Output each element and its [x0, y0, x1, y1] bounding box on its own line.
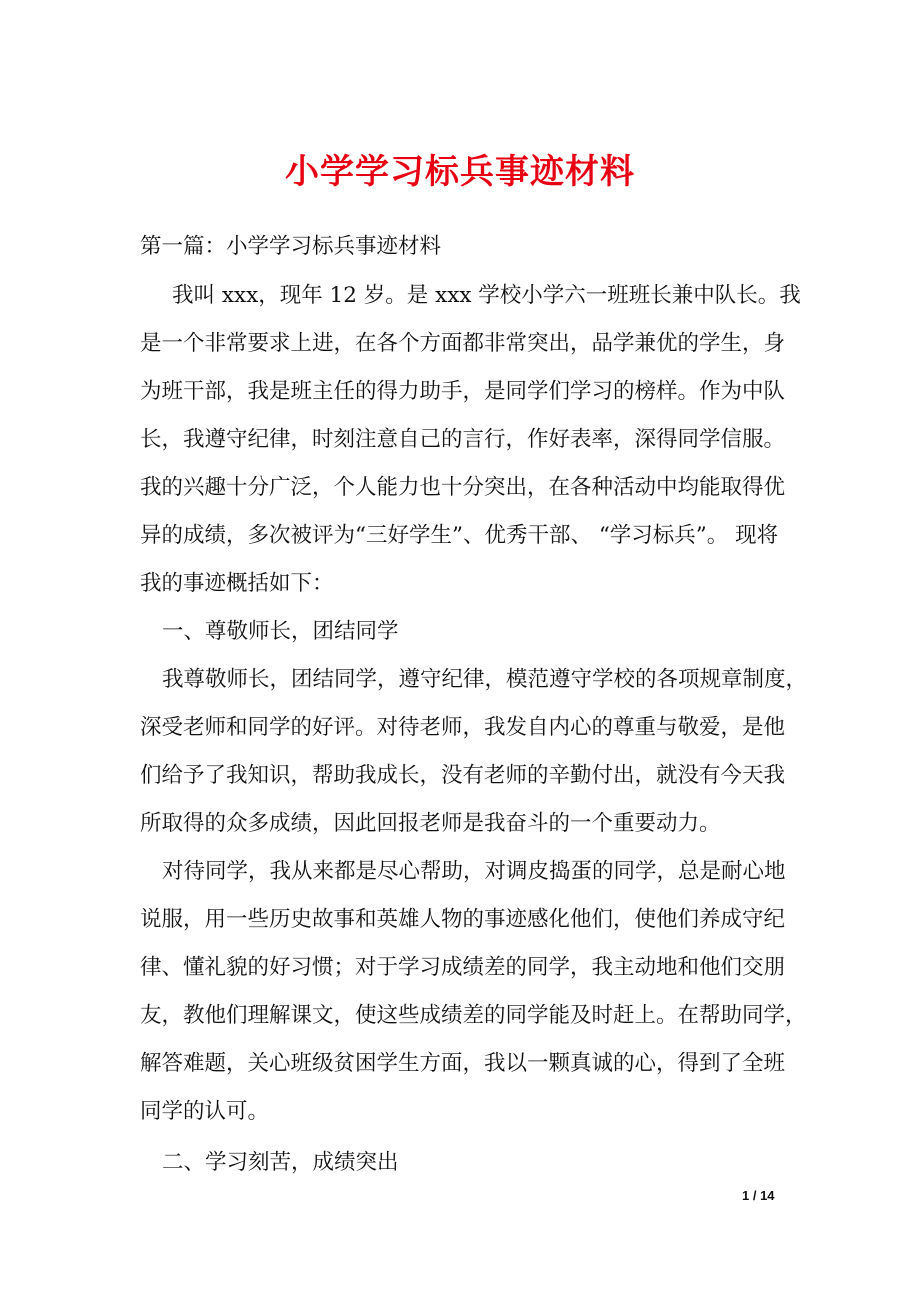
- paragraph-line: 我的兴趣十分广泛，个人能力也十分突出，在各种活动中均能取得优: [140, 475, 786, 500]
- page-number: 1 / 14: [742, 1188, 775, 1203]
- paragraph-line: 律、懂礼貌的好习惯；对于学习成绩差的同学，我主动地和他们交朋: [140, 955, 786, 980]
- paragraph-line: 长，我遵守纪律，时刻注意自己的言行，作好表率，深得同学信服。: [140, 427, 786, 452]
- document-title: 小学学习标兵事迹材料: [285, 152, 635, 192]
- paragraph-line: 是一个非常要求上进，在各个方面都非常突出，品学兼优的学生，身: [140, 331, 786, 356]
- section-heading-study-hard: 二、学习刻苦，成绩突出: [162, 1150, 399, 1175]
- paragraph-line: 我的事迹概括如下：: [140, 571, 334, 596]
- paragraph-line: 为班干部，我是班主任的得力助手，是同学们学习的榜样。作为中队: [140, 379, 786, 404]
- section-heading-part-one: 第一篇：小学学习标兵事迹材料: [140, 234, 442, 259]
- paragraph-line: 深受老师和同学的好评。对待老师，我发自内心的尊重与敬爱，是他: [140, 715, 786, 740]
- paragraph-line: 同学的认可。: [140, 1099, 270, 1124]
- paragraph-line: 对待同学，我从来都是尽心帮助，对调皮捣蛋的同学，总是耐心地: [162, 859, 786, 884]
- paragraph-line: 所取得的众多成绩，因此回报老师是我奋斗的一个重要动力。: [140, 811, 721, 836]
- paragraph-line: 异的成绩，多次被评为“三好学生”、优秀干部、 “学习标兵”。 现将: [140, 523, 779, 548]
- paragraph-line: 解答难题，关心班级贫困学生方面，我以一颗真诚的心，得到了全班: [140, 1051, 786, 1076]
- paragraph-line: 我叫 xxx，现年 12 岁。是 xxx 学校小学六一班班长兼中队长。我: [172, 283, 801, 308]
- section-heading-respect-teachers: 一、尊敬师长，团结同学: [162, 619, 399, 644]
- paragraph-line: 友，教他们理解课文，使这些成绩差的同学能及时赶上。在帮助同学，: [140, 1003, 807, 1028]
- paragraph-line: 我尊敬师长，团结同学，遵守纪律，模范遵守学校的各项规章制度，: [162, 667, 808, 692]
- paragraph-line: 们给予了我知识，帮助我成长，没有老师的辛勤付出，就没有今天我: [140, 763, 786, 788]
- paragraph-line: 说服，用一些历史故事和英雄人物的事迹感化他们，使他们养成守纪: [140, 907, 786, 932]
